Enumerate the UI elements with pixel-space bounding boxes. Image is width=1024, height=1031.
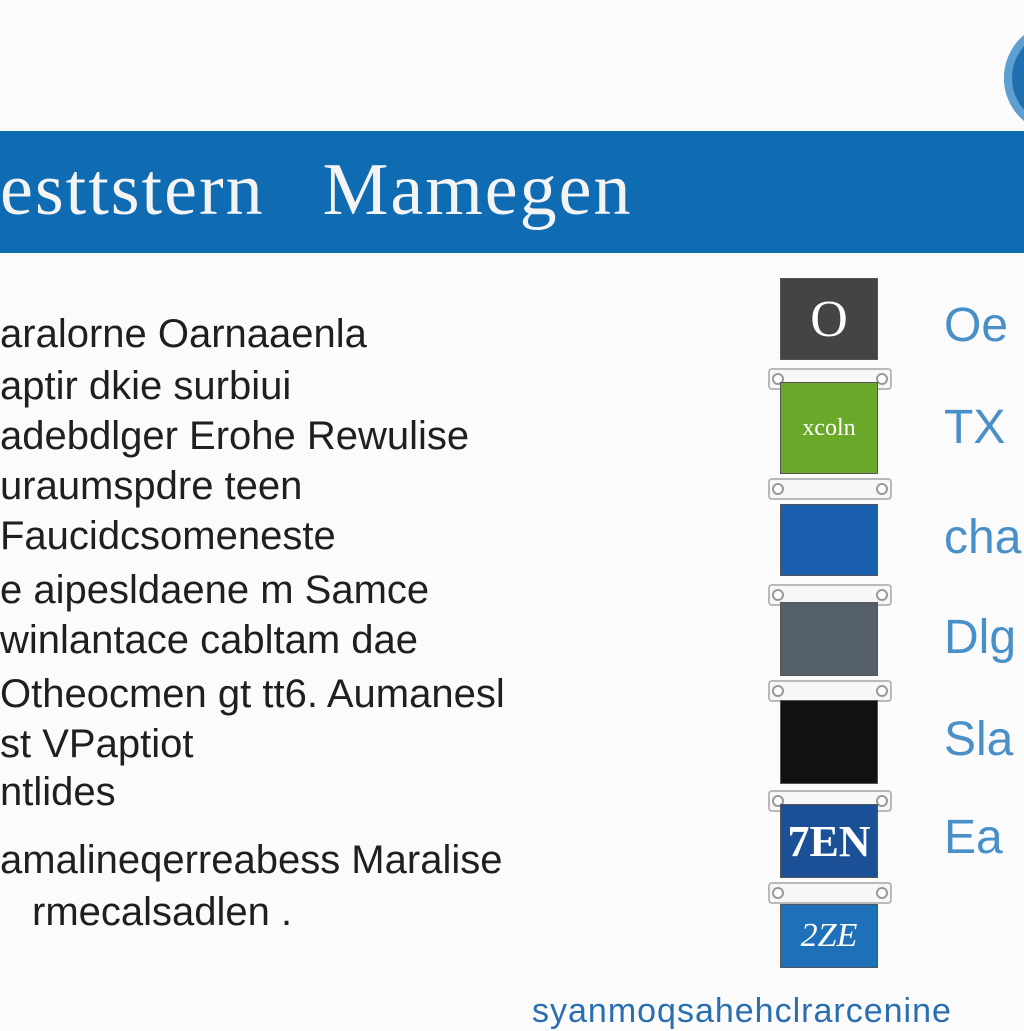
right-label[interactable]: Sla xyxy=(944,713,1014,766)
right-label[interactable]: TX xyxy=(944,401,1006,454)
list-item: st VPaptiot xyxy=(0,722,194,766)
banner-title-part-2: Mamegen xyxy=(322,149,633,231)
list-item: rmecalsadlen . xyxy=(32,890,293,934)
tile-blue[interactable] xyxy=(780,504,878,576)
tile-xcoln[interactable]: xcoln xyxy=(780,382,878,474)
list-item: Otheocmen gt tt6. Aumanesl xyxy=(0,672,505,716)
right-label[interactable]: Ea xyxy=(944,811,1003,864)
tile-image[interactable] xyxy=(780,602,878,676)
right-label[interactable]: Dlg xyxy=(944,611,1017,664)
list-item: adebdlger Erohe Rewulise xyxy=(0,414,470,458)
list-item: winlantace cabltam dae xyxy=(0,618,419,662)
tile-separator xyxy=(768,680,892,702)
brand-logo-icon xyxy=(1004,22,1024,134)
list-item: ntlides xyxy=(0,770,116,814)
list-item: Faucidcsomeneste xyxy=(0,514,336,558)
tile-separator xyxy=(768,882,892,904)
tile-dark[interactable] xyxy=(780,700,878,784)
list-item: aralorne Oarnaaenla xyxy=(0,312,367,356)
list-item: amalineqerreabess Maralise xyxy=(0,838,503,882)
right-label[interactable]: Oe xyxy=(944,299,1009,352)
tile-o[interactable]: O xyxy=(780,278,878,360)
banner-title-part-1: esttstern xyxy=(0,149,265,231)
tile-2ze[interactable]: 2ZE xyxy=(780,904,878,968)
list-item: e aipesldaene m Samce xyxy=(0,568,430,612)
tile-7en[interactable]: 7EN xyxy=(780,804,878,878)
banner-title xyxy=(0,148,900,233)
list-item: aptir dkie surbiui xyxy=(0,364,292,408)
list-item: uraumspdre teen xyxy=(0,464,303,508)
tile-separator xyxy=(768,478,892,500)
right-label[interactable]: cha xyxy=(944,511,1022,564)
footer-link[interactable]: syanmoqsahehclrarcenine xyxy=(532,992,952,1030)
